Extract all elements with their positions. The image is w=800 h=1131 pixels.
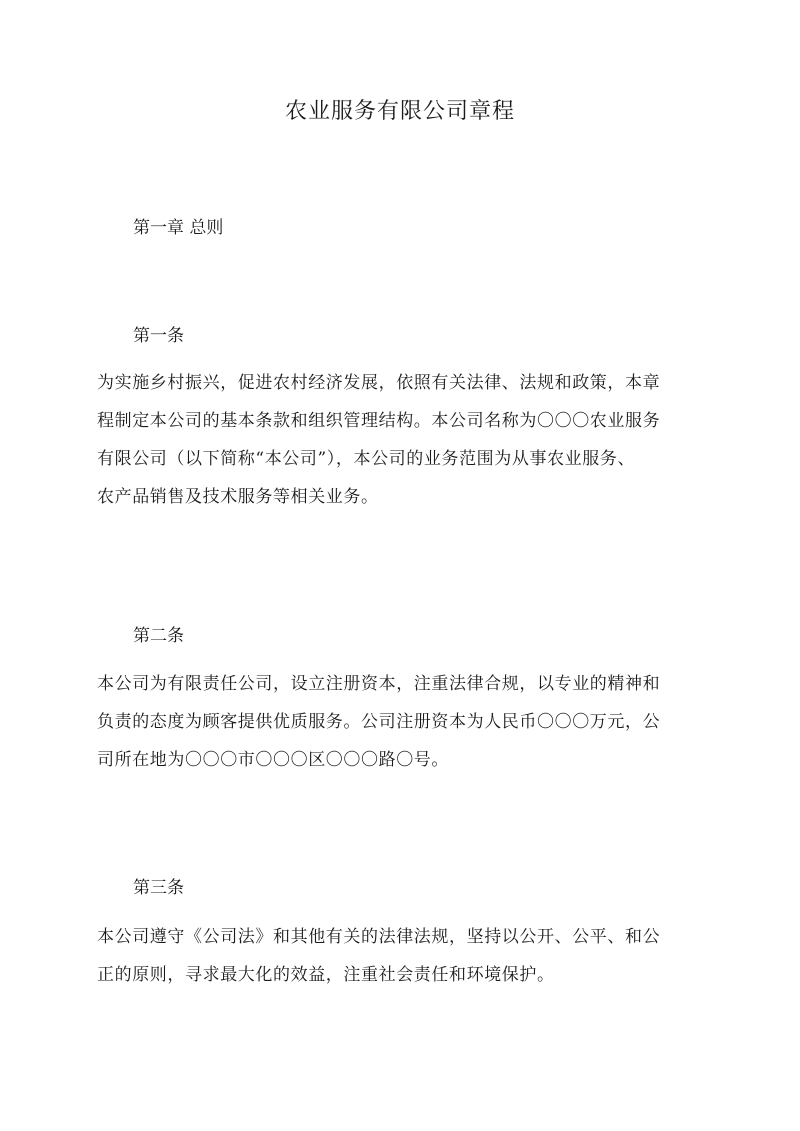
article-2-line: 司所在地为〇〇〇市〇〇〇区〇〇〇路〇号。 xyxy=(97,750,449,770)
article-heading-2: 第二条 xyxy=(133,626,184,646)
article-1-line: 程制定本公司的基本条款和组织管理结构。本公司名称为〇〇〇农业服务 xyxy=(97,411,661,431)
article-1-line: 农产品销售及技术服务等相关业务。 xyxy=(97,487,379,507)
chapter-heading: 第一章 总则 xyxy=(133,218,224,238)
article-3-line: 正的原则，寻求最大化的效益，注重社会责任和环境保护。 xyxy=(97,965,555,985)
article-heading-1: 第一条 xyxy=(133,326,184,346)
article-body-2 xyxy=(97,665,707,779)
article-heading-3: 第三条 xyxy=(133,878,184,898)
article-2-line: 负责的态度为顾客提供优质服务。公司注册资本为人民币〇〇〇万元，公 xyxy=(97,712,661,732)
article-1-line: 为实施乡村振兴，促进农村经济发展，依照有关法律、法规和政策，本章 xyxy=(97,373,661,393)
article-3-line: 本公司遵守《公司法》和其他有关的法律法规，坚持以公开、公平、和公 xyxy=(97,927,661,947)
document-title: 农业服务有限公司章程 xyxy=(284,99,515,124)
article-1-line: 有限公司（以下简称“本公司”），本公司的业务范围为从事农业服务、 xyxy=(97,449,636,469)
article-body-1 xyxy=(97,364,707,516)
article-body-3 xyxy=(97,918,707,994)
article-2-line: 本公司为有限责任公司，设立注册资本，注重法律合规，以专业的精神和 xyxy=(97,674,661,694)
